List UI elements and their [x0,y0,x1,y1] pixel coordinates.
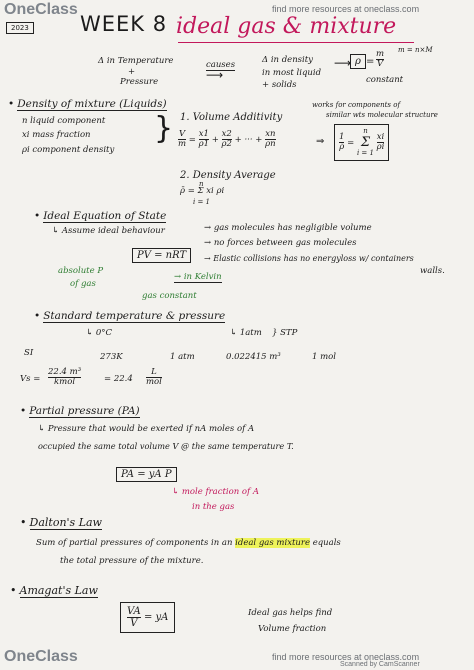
box-rhoi: ρi [376,142,385,152]
eq-x1: x1 [198,129,209,139]
sum2-i: i = 1 [193,198,211,206]
volume-additivity-eq: $\frac{V}{m}$ = $\frac{x1}{\rho 1}$ + $\frac{x2}{\rho 2}$ + ··· + $\frac{xn}{\rho n}$ [178,129,276,149]
mole-fraction-label: ↳ mole fraction of A [172,487,260,497]
eq-v: V [178,129,186,139]
causes-label: causes [206,60,236,70]
condition-2: → no forces between gas molecules [204,238,357,248]
date-stamp: 2023 [6,22,34,34]
m-over-v [376,50,384,69]
dalton-line-1a: Sum of partial pressures of components in an [36,538,233,548]
vs-frac-2-top: L [146,368,162,378]
eq-dots: + ··· + [234,135,263,145]
si-mol: 1 mol [312,352,337,362]
vs-frac-1-top: 22.4 m³ [48,367,82,377]
amagat-heading: • Amagat's Law [10,584,98,597]
stp-one-atm: ↳ 1atm [230,328,262,338]
dalton-line-2: the total pressure of the mixture. [60,556,204,566]
oneclass-logo: OneClass [4,1,78,18]
amagat-v: V [130,618,138,629]
m-formula: m = n×M [398,46,433,54]
similar-structure-note: similar wts molecular structure [326,111,438,119]
density-average-eq: ρ̄ = Σ xi ρi [180,186,225,196]
rho-equals: = [366,56,375,67]
sum-n: n [363,127,368,135]
amagat-formula-box [120,602,175,633]
camscanner-watermark: Scanned by CamScanner [340,661,420,668]
absolute-p-label: absolute P [58,266,104,276]
si-label: SI [24,348,34,358]
rho-box: ρ [350,54,366,69]
rho-bar-box: $\frac{1}{\rhō}$ = n Σ i = 1 $\frac{xi}{\rho i}$ [334,124,389,161]
pv-nrt-box: PV = nRT [132,248,191,263]
implies-arrow-icon: ⇒ [316,136,325,147]
walls-label: walls. [420,266,445,276]
rho-definition: ρi component density [22,145,115,155]
vs-frac-1 [48,368,81,387]
page-subtitle: ideal gas & mixture [176,14,397,39]
amagat-eq: = yA [143,612,169,623]
vs-frac-2 [146,368,162,387]
assume-ideal: ↳ Assume ideal behaviour [52,226,165,236]
dalton-line-1 [36,538,341,548]
density-average: 2. Density Average [180,170,276,181]
footer-oneclass-logo: OneClass [4,648,78,665]
of-gas-label: of gas [70,279,96,289]
delta-temp: Δ in Temperature [98,56,174,66]
dalton-line-1c: equals [312,538,341,548]
gas-constant-label: gas constant [142,291,197,301]
eq-p1: ρ1 [198,139,209,149]
v-bottom: V [376,59,384,69]
partial-line-1: ↳ Pressure that would be exerted if nA moles of A [38,424,255,434]
ideal-heading: • Ideal Equation of State [34,210,166,222]
si-volume: 0.022415 m³ [226,352,281,362]
vs-label: Vs = [20,374,41,384]
definitions-brace: } [154,111,174,146]
pressure-label: Pressure [120,77,159,87]
amagat-note-2: Volume fraction [258,624,327,634]
eq-x2: x2 [221,129,232,139]
amagat-note-1: Ideal gas helps find [248,608,333,618]
stp-zero-c: ↳ 0°C [86,328,112,338]
si-kelvin: 273K [100,352,123,362]
eq-m: m [178,139,187,149]
kelvin-label: → in Kelvin [174,272,222,282]
eq-p2: ρ2 [221,139,232,149]
condition-3: → Elastic collisions has no energyloss w/ containers [204,254,414,263]
works-for-note: works for components of [312,101,401,109]
and-solids: + solids [262,80,297,90]
density-arrow-icon: ⟶ [334,56,352,70]
box-one: 1 [339,132,345,142]
in-gas-label: in the gas [192,502,235,512]
delta-density: Δ in density [262,55,313,65]
in-most-liquid: in most liquid [262,68,322,78]
stp-brace: } STP [272,328,298,338]
footer-resources-link[interactable]: find more resources at oneclass.com [272,652,420,662]
resources-link[interactable]: find more resources at oneclass.com [272,4,420,14]
n-definition: n liquid component [22,116,106,126]
sum2-n: n [199,180,204,188]
eq-plus: + [211,135,219,145]
si-atm: 1 atm [170,352,195,362]
partial-formula-box: PA = yA P [116,467,177,482]
x-definition: xi mass fraction [22,130,91,140]
eq-pn: ρn [265,139,276,149]
stp-heading: • Standard temperature & pressure [34,310,225,322]
dalton-heading: • Dalton's Law [20,516,102,529]
m-top: m [376,49,385,59]
causes-arrow-icon: ⟶ [206,68,224,82]
constant-label: constant [366,75,404,85]
vs-frac-1-bot: kmol [54,377,76,387]
page-title: WEEK 8 [80,12,168,36]
vs-eq-2: = 22.4 [104,374,133,384]
box-xi: xi [376,132,385,142]
box-rho-bar: ρ̄ [339,142,345,152]
volume-additivity: 1. Volume Additivity [180,112,283,123]
partial-heading: • Partial pressure (PA) [20,405,140,417]
eq-xn: xn [265,129,276,139]
condition-1: → gas molecules has negligible volume [204,223,372,233]
amagat-va: VA [127,606,141,617]
plus-sign: + [128,67,136,77]
title-underline [178,42,414,43]
density-heading: • Density of mixture (Liquids) [8,98,167,110]
vs-frac-2-bot: mol [146,377,162,387]
partial-line-2: occupied the same total volume V @ the same temperature T. [38,441,294,451]
sum-i: i = 1 [356,149,374,157]
dalton-highlight: ideal gas mixture [235,538,310,548]
